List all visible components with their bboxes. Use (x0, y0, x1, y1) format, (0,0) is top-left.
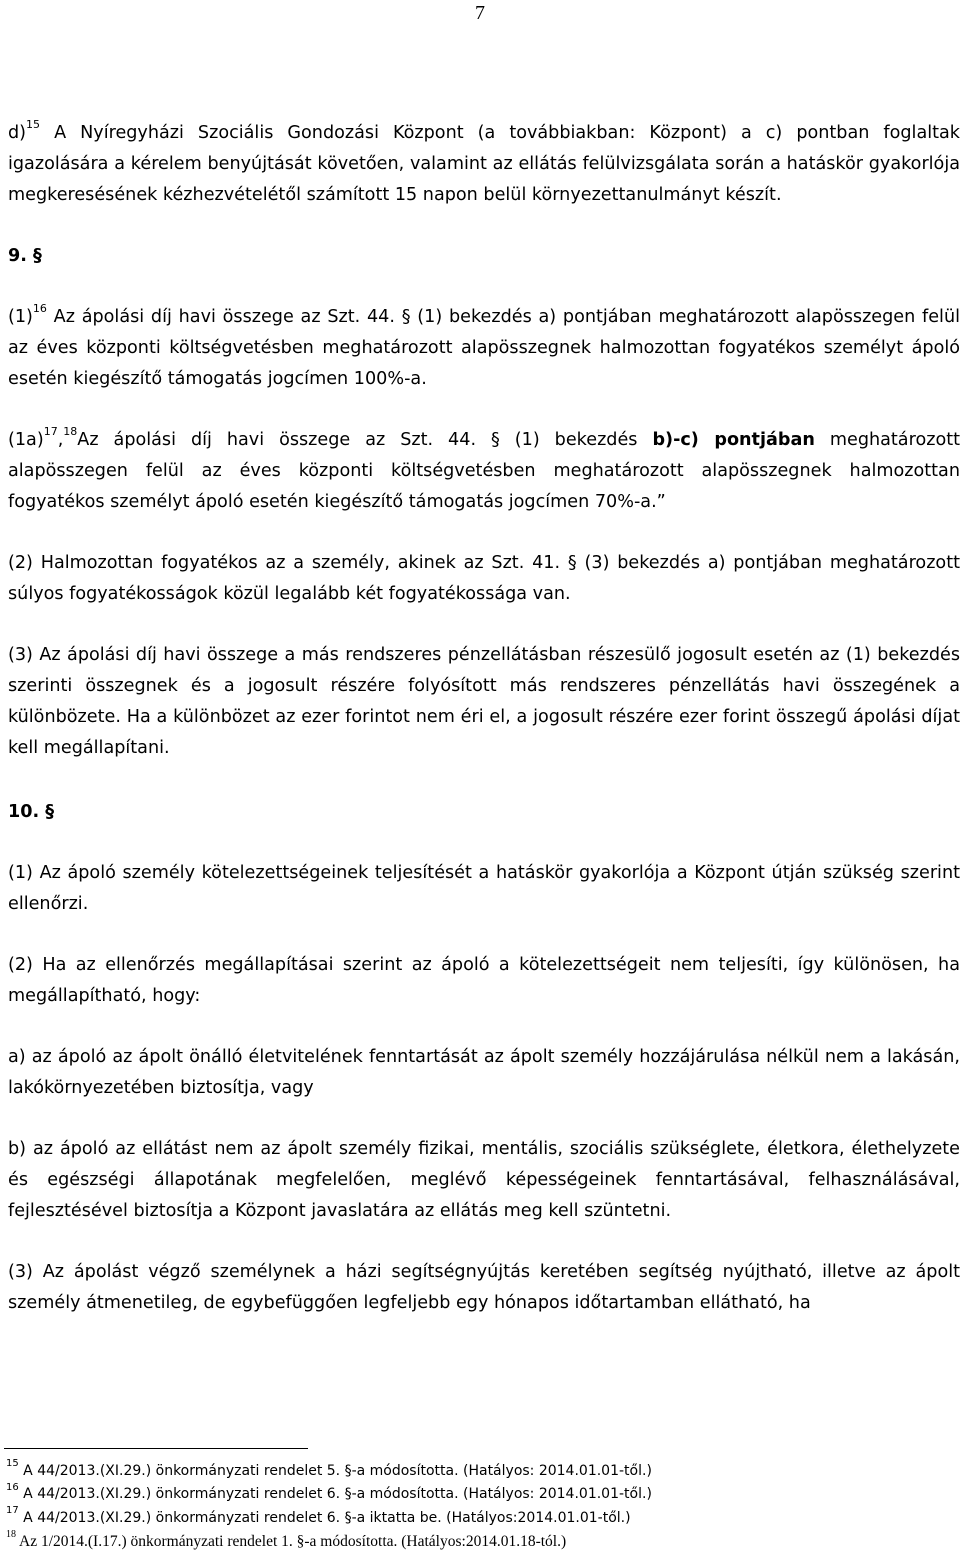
paragraph-10-3: (3) Az ápolást végző személynek a házi segítségnyújtás keretében segítség nyújtható, illetve az ápolt személy átmenetileg, de egybefüggően legfeljebb egy hónapos időtartamban ellátható, ha (8, 1262, 960, 1313)
paragraph-marker: d) (8, 123, 27, 143)
paragraph-9-2: (2) Halmozottan fogyatékos az a személy, akinek az Szt. 41. § (3) bekezdés a) pontjában meghatározott súlyos fogyatékosságok közül legalább két fogyatékossága van. (8, 553, 960, 604)
page-number: 7 (475, 2, 485, 24)
paragraph-10-2b: b) az ápoló az ellátást nem az ápolt személy fizikai, mentális, szociális szükséglete, életkora, élethelyzete és egészségi állapotának megfelelően, meglévő képességeinek fenntartásával, felhasználásával, fejlesztésével biztosítja a Központ javaslatára az ellátás meg kell szüntetni. (8, 1139, 960, 1221)
footnote-ref[interactable]: 15 (26, 118, 41, 132)
paragraph-10-2a: a) az ápoló az ápolt önálló életvitelének fenntartását az ápolt személy hozzájárulása nélkül nem a lakásán, lakókörnyezetében biztosítja, vagy (8, 1047, 960, 1098)
footnote-text: A 44/2013.(XI.29.) önkormányzati rendelet 6. §-a iktatta be. (Hatályos:2014.01.01-től.) (18, 1509, 631, 1526)
footnote (6, 1504, 956, 1530)
paragraph-text: A Nyíregyházi Szociális Gondozási Központ (a továbbiakban: Központ) a c) pontban foglaltak igazolására a kérelem benyújtását követően, valamint az ellátás felülvizsgálata során a hatáskör gyakorlója megkeresésének kézhezvételétől számított 15 napon belül környezettanulmányt készít. (8, 123, 960, 205)
footnote-number: 15 (6, 1458, 19, 1470)
document-body (8, 118, 960, 1319)
paragraph-9-1 (8, 302, 960, 395)
footnote (6, 1483, 956, 1506)
footnotes (6, 1460, 956, 1553)
paragraph-9-1a (8, 425, 960, 518)
section-heading-10: 10. § (8, 802, 55, 822)
paragraph-text: meghatározott alapösszegen felül az éves központi költségvetésben meghatározott alapösszegnek halmozottan fogyatékos személyt ápoló esetén kiegészítő támogatás jogcímen 70%-a.” (8, 430, 960, 512)
footnote-ref[interactable]: 18 (63, 425, 78, 439)
footnote-text: A 44/2013.(XI.29.) önkormányzati rendelet 6. §-a módosította. (Hatályos: 2014.01.01-től.) (18, 1486, 652, 1503)
paragraph-10-1: (1) Az ápoló személy kötelezettségeinek teljesítését a hatáskör gyakorlója a Központ útján szükség szerint ellenőrzi. (8, 863, 960, 914)
paragraph-marker: (1a) (8, 430, 44, 450)
paragraph-10-2: (2) Ha az ellenőrzés megállapításai szerint az ápoló a kötelezettségeit nem teljesíti, így különösen, ha megállapítható, hogy: (8, 955, 960, 1006)
paragraph-marker: (1) (8, 307, 33, 327)
footnote-text: A 44/2013.(XI.29.) önkormányzati rendelet 5. §-a módosította. (Hatályos: 2014.01.01-től.) (18, 1463, 652, 1479)
footnote-ref[interactable]: 17 (43, 425, 58, 439)
paragraph-d (8, 118, 960, 211)
footnote-text: Az 1/2014.(I.17.) önkormányzati rendelet 1. §-a módosította. (Hatályos:2014.01.18-tól.) (16, 1532, 567, 1550)
footnote-separator: , (57, 430, 64, 450)
footnote-number: 17 (6, 1504, 19, 1516)
paragraph-9-3: (3) Az ápolási díj havi összege a más rendszeres pénzellátásban részesülő jogosult esetén az (1) bekezdés szerinti összegnek és a jogosult részére folyósított más rendszeres pénzellátás havi összegének a különbözete. Ha a különbözet az ezer forintot nem éri el, a jogosult részére ezer forint összegű ápolási díjat kell megállapítani. (8, 645, 960, 758)
paragraph-text: Az ápolási díj havi összege az Szt. 44. § (1) bekezdés a) pontjában meghatározott alapösszegen felül az éves központi költségvetésben meghatározott alapösszegnek halmozottan fogyatékos személyt ápoló esetén kiegészítő támogatás jogcímen 100%-a. (8, 307, 960, 389)
section-heading-9: 9. § (8, 246, 42, 266)
footnote-divider (4, 1448, 308, 1449)
footnote (6, 1530, 956, 1553)
footnote (6, 1460, 956, 1483)
bold-text: b)-c) pontjában (652, 430, 815, 450)
paragraph-text: Az ápolási díj havi összege az Szt. 44. § (1) bekezdés (77, 430, 653, 450)
footnote-ref[interactable]: 16 (32, 302, 47, 316)
footnote-number: 16 (6, 1481, 19, 1493)
footnote-number: 18 (6, 1528, 16, 1540)
